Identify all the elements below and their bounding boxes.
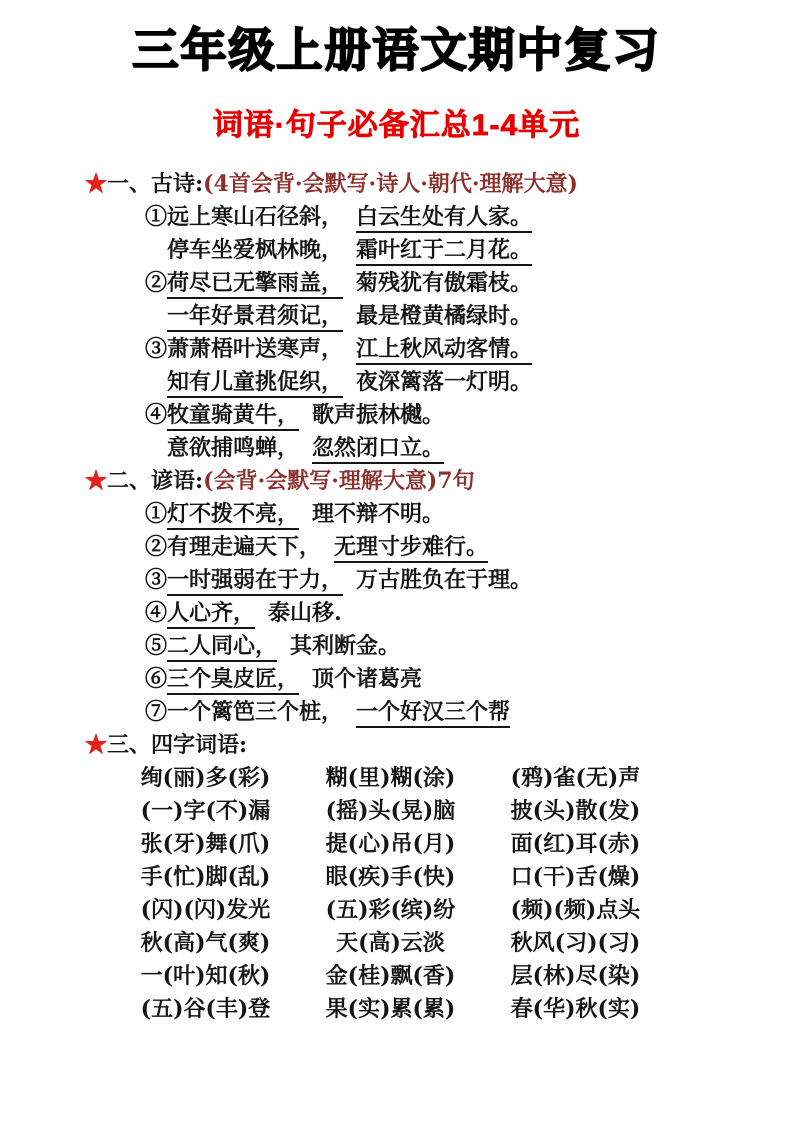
word-item: (摇)头(晃)脑 bbox=[325, 798, 456, 824]
star-icon: ★ bbox=[85, 468, 108, 494]
word-item: 秋风(习)(习) bbox=[510, 930, 641, 956]
underlined-phrase: 江上秋风动客情。 bbox=[356, 336, 532, 365]
section-heading: 古诗: bbox=[151, 171, 204, 197]
page-title: 三年级上册语文期中复习 bbox=[132, 24, 661, 76]
text-line bbox=[145, 399, 793, 432]
four-char-word-grid bbox=[113, 762, 793, 1026]
word-item: (五)谷(丰)登 bbox=[140, 996, 271, 1022]
text-line bbox=[145, 531, 793, 564]
underlined-phrase: 知有儿童挑促织， bbox=[167, 369, 343, 398]
star-icon: ★ bbox=[85, 171, 108, 197]
section-annotation: (会背·会默写·理解大意)7句 bbox=[203, 468, 475, 494]
phrase: ② bbox=[145, 270, 168, 296]
underlined-phrase: 人心齐， bbox=[167, 600, 255, 629]
underlined-phrase: 无理寸步难行。 bbox=[334, 534, 488, 563]
word-item: 金(桂)飘(香) bbox=[325, 963, 456, 989]
phrase: 其利断金。 bbox=[290, 633, 401, 659]
word-item: (五)彩(缤)纷 bbox=[325, 897, 456, 923]
phrase: 夜深篱落一灯明。 bbox=[356, 369, 533, 395]
word-item: 提(心)吊(月) bbox=[325, 831, 456, 857]
text-line bbox=[145, 498, 793, 531]
phrase: 歌声振林樾。 bbox=[312, 402, 445, 428]
section-annotation: (4首会背·会默写·诗人·朝代·理解大意) bbox=[203, 171, 578, 197]
word-item: 口(干)舌(燥) bbox=[510, 864, 641, 890]
phrase: ④ bbox=[145, 402, 168, 428]
phrase: ⑦一个篱笆三个桩， bbox=[145, 699, 344, 725]
text-line bbox=[145, 696, 793, 729]
underlined-phrase: 灯不拨不亮， bbox=[167, 501, 299, 530]
word-item: 眼(疾)手(快) bbox=[325, 864, 456, 890]
word-item: (一)字(不)漏 bbox=[140, 798, 271, 824]
phrase: 万古胜负在于理。 bbox=[356, 567, 533, 593]
section-heading: 四字词语: bbox=[151, 732, 248, 758]
phrase: ④ bbox=[145, 600, 168, 626]
section-heading: 谚语: bbox=[151, 468, 204, 494]
word-item: 糊(里)糊(涂) bbox=[325, 765, 456, 791]
word-item: 果(实)累(累) bbox=[325, 996, 456, 1022]
word-item: (鸦)雀(无)声 bbox=[510, 765, 641, 791]
text-line bbox=[145, 201, 793, 234]
phrase: 停车坐爱枫林晚， bbox=[167, 237, 344, 263]
word-item: 绚(丽)多(彩) bbox=[140, 765, 271, 791]
word-item: 面(红)耳(赤) bbox=[510, 831, 641, 857]
text-line bbox=[145, 267, 793, 300]
text-line bbox=[167, 300, 793, 333]
poem-lines bbox=[85, 201, 793, 465]
text-line bbox=[167, 234, 793, 267]
text-line bbox=[145, 333, 793, 366]
word-item: 张(牙)舞(爪) bbox=[140, 831, 271, 857]
page-subtitle: 词语·句子必备汇总1-4单元 bbox=[212, 109, 581, 142]
phrase: ③ bbox=[145, 567, 168, 593]
text-line bbox=[145, 564, 793, 597]
word-item: 一(叶)知(秋) bbox=[140, 963, 271, 989]
underlined-phrase: 一时强弱在于力， bbox=[167, 567, 343, 596]
phrase: 顶个诸葛亮 bbox=[312, 666, 423, 692]
phrase: ①远上寒山石径斜， bbox=[145, 204, 344, 230]
section-header-poems bbox=[85, 168, 793, 201]
text-line bbox=[145, 630, 793, 663]
word-item: 披(头)散(发) bbox=[510, 798, 641, 824]
text-line bbox=[167, 366, 793, 399]
word-item: 手(忙)脚(乱) bbox=[140, 864, 271, 890]
phrase: ① bbox=[145, 501, 168, 527]
phrase: 意欲捕鸣蝉， bbox=[167, 435, 300, 461]
underlined-phrase: 白云生处有人家。 bbox=[356, 204, 532, 233]
underlined-phrase: 三个臭皮匠， bbox=[167, 666, 299, 695]
phrase: ②有理走遍天下， bbox=[145, 534, 322, 560]
section-header-proverbs bbox=[85, 465, 793, 498]
phrase: 理不辩不明。 bbox=[312, 501, 445, 527]
star-icon: ★ bbox=[85, 732, 108, 758]
word-item: (频)(频)点头 bbox=[510, 897, 641, 923]
phrase: 泰山移. bbox=[268, 600, 342, 626]
underlined-phrase: 二人同心， bbox=[167, 633, 277, 662]
phrase: ③萧萧梧叶送寒声， bbox=[145, 336, 344, 362]
section-number: 三、 bbox=[107, 732, 152, 758]
underlined-phrase: 牧童骑黄牛， bbox=[167, 402, 299, 431]
text-line bbox=[145, 597, 793, 630]
underlined-phrase: 一个好汉三个帮 bbox=[356, 699, 510, 728]
phrase: ⑤ bbox=[145, 633, 168, 659]
word-item: 层(林)尽(染) bbox=[510, 963, 641, 989]
word-item: 天(高)云淡 bbox=[336, 930, 445, 956]
underlined-phrase: 霜叶红于二月花。 bbox=[356, 237, 532, 266]
section-header-words bbox=[85, 729, 793, 762]
section-number: 一、 bbox=[107, 171, 152, 197]
underlined-phrase: 忽然闭口立。 bbox=[312, 435, 444, 464]
worksheet-content bbox=[0, 168, 793, 1026]
text-line bbox=[167, 432, 793, 465]
underlined-phrase: 荷尽已无擎雨盖， bbox=[167, 270, 343, 299]
phrase: ⑥ bbox=[145, 666, 168, 692]
word-item: (闪)(闪)发光 bbox=[140, 897, 271, 923]
phrase: 菊残犹有傲霜枝。 bbox=[356, 270, 533, 296]
phrase: 最是橙黄橘绿时。 bbox=[356, 303, 533, 329]
word-item: 秋(高)气(爽) bbox=[140, 930, 271, 956]
section-number: 二、 bbox=[107, 468, 152, 494]
underlined-phrase: 一年好景君须记， bbox=[167, 303, 343, 332]
text-line bbox=[145, 663, 793, 696]
proverb-lines bbox=[85, 498, 793, 729]
word-item: 春(华)秋(实) bbox=[510, 996, 641, 1022]
